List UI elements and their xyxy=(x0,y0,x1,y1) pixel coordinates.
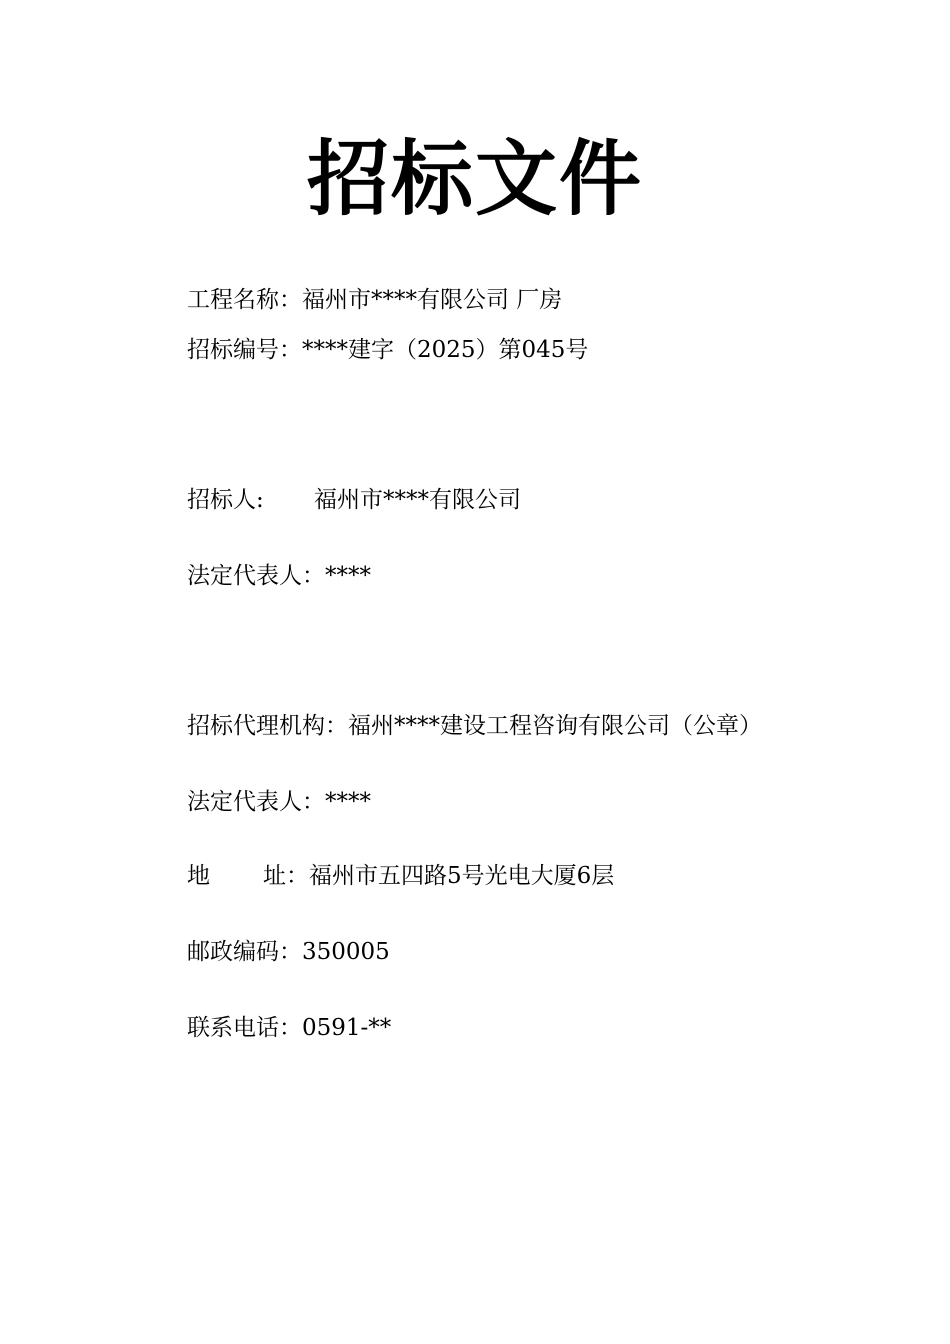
phone-value: 0591-** xyxy=(302,1015,392,1041)
document-title: 招标文件 xyxy=(306,132,643,227)
agency-line xyxy=(187,710,762,742)
bid-number-label: 招标编号： xyxy=(187,337,302,363)
legal-representative-line-2 xyxy=(187,786,371,818)
project-name-label: 工程名称： xyxy=(187,287,302,313)
postcode-value: 350005 xyxy=(302,939,390,965)
legal-representative-line-1 xyxy=(187,560,371,592)
agency-value: 福州****建设工程咨询有限公司（公章） xyxy=(348,713,762,739)
address-value: 福州市五四路5号光电大厦6层 xyxy=(309,863,615,889)
phone-line xyxy=(187,1012,391,1044)
bid-number-line xyxy=(187,334,588,366)
bid-number-value: ****建字（2025）第045号 xyxy=(302,337,589,363)
legal-representative-label: 法定代表人： xyxy=(187,789,325,815)
address-label-first-char: 地 xyxy=(187,863,210,889)
address-label-rest: 址： xyxy=(263,863,309,889)
agency-label: 招标代理机构： xyxy=(187,713,348,739)
postcode-line xyxy=(187,936,390,968)
project-name-line xyxy=(187,284,562,316)
legal-representative-value: **** xyxy=(325,563,371,589)
legal-representative-value: **** xyxy=(325,789,371,815)
tenderer-label: 招标人: xyxy=(187,487,264,513)
tenderer-line xyxy=(187,484,521,516)
project-name-value: 福州市****有限公司 厂房 xyxy=(302,287,563,313)
address-line xyxy=(187,860,614,892)
legal-representative-label: 法定代表人： xyxy=(187,563,325,589)
tenderer-value: 福州市****有限公司 xyxy=(314,487,521,513)
phone-label: 联系电话： xyxy=(187,1015,302,1041)
postcode-label: 邮政编码： xyxy=(187,939,302,965)
